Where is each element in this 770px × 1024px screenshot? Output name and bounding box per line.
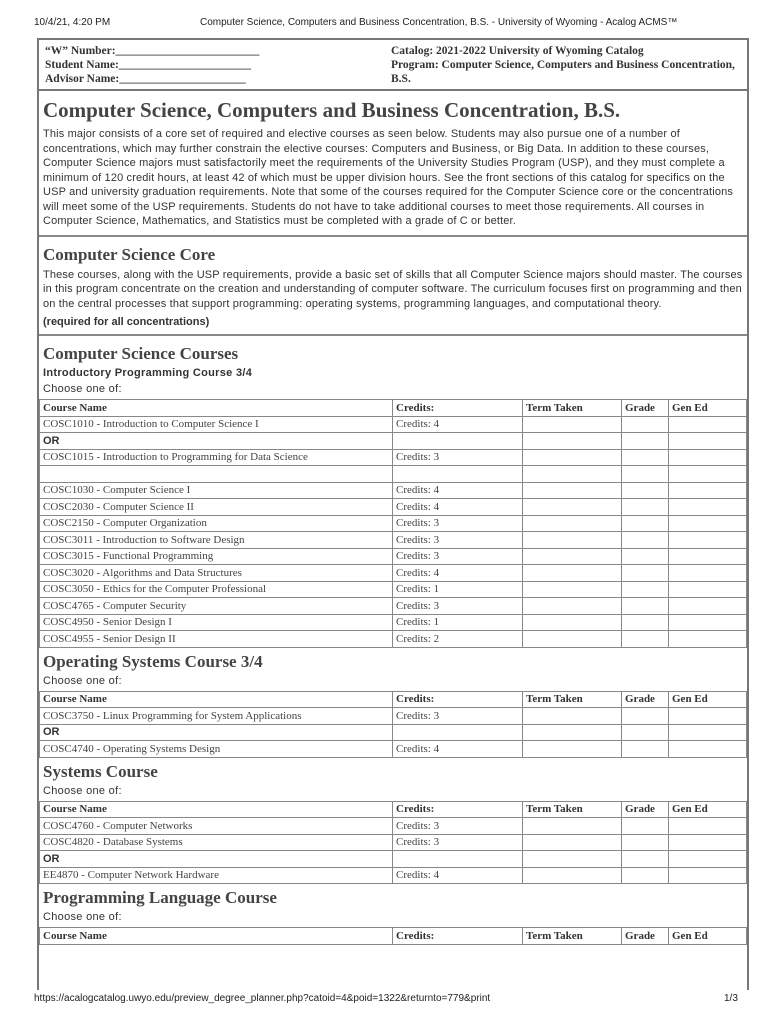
term-taken-cell[interactable] bbox=[523, 416, 622, 433]
course-name: OR bbox=[40, 433, 393, 450]
page-title: Computer Science, Computers and Business Concentration, B.S. bbox=[43, 98, 621, 122]
gen-ed-cell[interactable] bbox=[669, 482, 747, 499]
group-title: Introductory Programming Course 3/4 bbox=[43, 367, 253, 379]
grade-cell[interactable] bbox=[622, 834, 669, 851]
table-row bbox=[40, 515, 747, 532]
advisor-name-field[interactable]: Advisor Name:______________________ bbox=[45, 73, 246, 85]
column-header: Grade bbox=[622, 801, 669, 818]
grade-cell[interactable] bbox=[622, 708, 669, 725]
gen-ed-cell[interactable] bbox=[669, 466, 747, 483]
column-header: Credits: bbox=[393, 691, 523, 708]
table-row bbox=[40, 867, 747, 884]
grade-cell[interactable] bbox=[622, 482, 669, 499]
credits: Credits: 1 bbox=[393, 614, 523, 631]
term-taken-cell[interactable] bbox=[523, 598, 622, 615]
course-name: COSC3011 - Introduction to Software Design bbox=[40, 532, 393, 549]
grade-cell[interactable] bbox=[622, 499, 669, 516]
gen-ed-cell[interactable] bbox=[669, 565, 747, 582]
column-header: Credits: bbox=[393, 928, 523, 945]
gen-ed-cell[interactable] bbox=[669, 416, 747, 433]
table-row bbox=[40, 581, 747, 598]
gen-ed-cell[interactable] bbox=[669, 818, 747, 835]
table-row bbox=[40, 631, 747, 648]
term-taken-cell[interactable] bbox=[523, 851, 622, 868]
print-url: https://acalogcatalog.uwyo.edu/preview_degree_planner.php?catoid=4&poid=1322&returnto=779&print bbox=[34, 993, 491, 1004]
gen-ed-cell[interactable] bbox=[669, 449, 747, 466]
grade-cell[interactable] bbox=[622, 614, 669, 631]
grade-cell[interactable] bbox=[622, 724, 669, 741]
credits bbox=[393, 724, 523, 741]
column-header: Term Taken bbox=[523, 691, 622, 708]
choose-label: Choose one of: bbox=[43, 674, 122, 687]
term-taken-cell[interactable] bbox=[523, 499, 622, 516]
table-header bbox=[40, 400, 747, 417]
student-name-field[interactable]: Student Name:_______________________ bbox=[45, 59, 252, 71]
grade-cell[interactable] bbox=[622, 449, 669, 466]
credits bbox=[393, 851, 523, 868]
core-note: (required for all concentrations) bbox=[43, 316, 210, 328]
course-name: OR bbox=[40, 724, 393, 741]
table-row bbox=[40, 598, 747, 615]
credits: Credits: 4 bbox=[393, 482, 523, 499]
credits: Credits: 3 bbox=[393, 834, 523, 851]
grade-cell[interactable] bbox=[622, 867, 669, 884]
w-number-field[interactable]: “W” Number:_________________________ bbox=[45, 45, 260, 57]
credits: Credits: 3 bbox=[393, 515, 523, 532]
course-name: COSC1030 - Computer Science I bbox=[40, 482, 393, 499]
gen-ed-cell[interactable] bbox=[669, 614, 747, 631]
grade-cell[interactable] bbox=[622, 548, 669, 565]
gen-ed-cell[interactable] bbox=[669, 548, 747, 565]
credits: Credits: 2 bbox=[393, 631, 523, 648]
term-taken-cell[interactable] bbox=[523, 741, 622, 758]
term-taken-cell[interactable] bbox=[523, 834, 622, 851]
print-title: Computer Science, Computers and Business Concentration, B.S. - University of Wyoming - Acalog ACMS™ bbox=[200, 17, 678, 28]
term-taken-cell[interactable] bbox=[523, 631, 622, 648]
gen-ed-cell[interactable] bbox=[669, 631, 747, 648]
credits: Credits: 4 bbox=[393, 499, 523, 516]
group-title: Programming Language Course bbox=[43, 888, 277, 907]
course-name: COSC4950 - Senior Design I bbox=[40, 614, 393, 631]
course-name: EE4870 - Computer Network Hardware bbox=[40, 867, 393, 884]
course-groups bbox=[39, 344, 747, 945]
credits: Credits: 3 bbox=[393, 818, 523, 835]
grade-cell[interactable] bbox=[622, 532, 669, 549]
course-table bbox=[39, 399, 747, 648]
term-taken-cell[interactable] bbox=[523, 466, 622, 483]
gen-ed-cell[interactable] bbox=[669, 867, 747, 884]
course-name: COSC4740 - Operating Systems Design bbox=[40, 741, 393, 758]
grade-cell[interactable] bbox=[622, 631, 669, 648]
table-row bbox=[40, 433, 747, 450]
column-header: Term Taken bbox=[523, 801, 622, 818]
column-header: Term Taken bbox=[523, 928, 622, 945]
term-taken-cell[interactable] bbox=[523, 581, 622, 598]
grade-cell[interactable] bbox=[622, 416, 669, 433]
table-row bbox=[40, 449, 747, 466]
program-label: Program: Computer Science, Computers and Business Concentration, B.S. bbox=[391, 59, 735, 85]
term-taken-cell[interactable] bbox=[523, 482, 622, 499]
table-row bbox=[40, 565, 747, 582]
credits: Credits: 1 bbox=[393, 581, 523, 598]
term-taken-cell[interactable] bbox=[523, 867, 622, 884]
term-taken-cell[interactable] bbox=[523, 818, 622, 835]
table-header bbox=[40, 928, 747, 945]
page-number: 1/3 bbox=[724, 993, 738, 1004]
degree-planner bbox=[37, 38, 749, 990]
column-header: Grade bbox=[622, 400, 669, 417]
gen-ed-cell[interactable] bbox=[669, 532, 747, 549]
gen-ed-cell[interactable] bbox=[669, 598, 747, 615]
term-taken-cell[interactable] bbox=[523, 433, 622, 450]
course-name: COSC1015 - Introduction to Programming for Data Science bbox=[40, 449, 393, 466]
group-title: Systems Course bbox=[43, 761, 158, 781]
table-row bbox=[40, 818, 747, 835]
student-info bbox=[39, 40, 747, 91]
course-name: COSC3050 - Ethics for the Computer Professional bbox=[40, 581, 393, 598]
grade-cell[interactable] bbox=[622, 851, 669, 868]
course-name: COSC3020 - Algorithms and Data Structures bbox=[40, 565, 393, 582]
table-row bbox=[40, 466, 747, 483]
course-name: COSC4765 - Computer Security bbox=[40, 598, 393, 615]
term-taken-cell[interactable] bbox=[523, 532, 622, 549]
core-section bbox=[39, 237, 747, 337]
credits: Credits: 3 bbox=[393, 598, 523, 615]
catalog-label: Catalog: 2021-2022 University of Wyoming Catalog bbox=[391, 45, 644, 57]
table-row bbox=[40, 482, 747, 499]
column-header: Credits: bbox=[393, 400, 523, 417]
column-header: Gen Ed bbox=[669, 801, 747, 818]
credits: Credits: 3 bbox=[393, 449, 523, 466]
credits: Credits: 3 bbox=[393, 548, 523, 565]
gen-ed-cell[interactable] bbox=[669, 708, 747, 725]
gen-ed-cell[interactable] bbox=[669, 724, 747, 741]
table-row bbox=[40, 416, 747, 433]
table-row bbox=[40, 499, 747, 516]
grade-cell[interactable] bbox=[622, 466, 669, 483]
gen-ed-cell[interactable] bbox=[669, 515, 747, 532]
column-header: Gen Ed bbox=[669, 400, 747, 417]
intro-text: This major consists of a core set of required and elective courses as seen below. Students may also pursue one of a number of concentrations, which may further constrain the elective courses: Computers and Business, or Big Data. In addition to these courses, Computer Science majors must satisfactorily meet the requirements of the University Studies Program (USP), and they must complete a minimum of 120 credit hours, at least 42 of which must be upper division hours. See the front sections of this catalog for specifics on the USP and university graduation requirements. Note that some of the courses required for the Computer Science core or the concentrations will meet some of the USP requirements. Students do not have to take additional courses to meet those requirements. All courses in Computer Science, Mathematics, and Statistics must be completed with a grade of C or better. bbox=[43, 128, 734, 227]
grade-cell[interactable] bbox=[622, 818, 669, 835]
table-row bbox=[40, 851, 747, 868]
column-header: Term Taken bbox=[523, 400, 622, 417]
print-date: 10/4/21, 4:20 PM bbox=[34, 17, 111, 28]
term-taken-cell[interactable] bbox=[523, 565, 622, 582]
choose-label: Choose one of: bbox=[43, 784, 122, 797]
gen-ed-cell[interactable] bbox=[669, 851, 747, 868]
course-name: OR bbox=[40, 851, 393, 868]
choose-label: Choose one of: bbox=[43, 911, 122, 923]
intro-section bbox=[39, 91, 747, 237]
table-header bbox=[40, 801, 747, 818]
grade-cell[interactable] bbox=[622, 581, 669, 598]
column-header: Course Name bbox=[40, 801, 393, 818]
credits bbox=[393, 466, 523, 483]
term-taken-cell[interactable] bbox=[523, 724, 622, 741]
grade-cell[interactable] bbox=[622, 741, 669, 758]
course-table bbox=[39, 801, 747, 885]
course-name: COSC2030 - Computer Science II bbox=[40, 499, 393, 516]
table-row bbox=[40, 834, 747, 851]
grade-cell[interactable] bbox=[622, 598, 669, 615]
column-header: Credits: bbox=[393, 801, 523, 818]
table-row bbox=[40, 548, 747, 565]
course-name: COSC2150 - Computer Organization bbox=[40, 515, 393, 532]
table-row bbox=[40, 532, 747, 549]
gen-ed-cell[interactable] bbox=[669, 581, 747, 598]
column-header: Course Name bbox=[40, 928, 393, 945]
column-header: Gen Ed bbox=[669, 928, 747, 945]
column-header: Course Name bbox=[40, 691, 393, 708]
grade-cell[interactable] bbox=[622, 515, 669, 532]
credits: Credits: 3 bbox=[393, 708, 523, 725]
table-header bbox=[40, 691, 747, 708]
course-name: COSC1010 - Introduction to Computer Science I bbox=[40, 416, 393, 433]
grade-cell[interactable] bbox=[622, 565, 669, 582]
course-table bbox=[39, 691, 747, 758]
choose-label: Choose one of: bbox=[43, 383, 122, 395]
course-name bbox=[40, 466, 393, 483]
credits: Credits: 4 bbox=[393, 741, 523, 758]
gen-ed-cell[interactable] bbox=[669, 741, 747, 758]
course-name: COSC4820 - Database Systems bbox=[40, 834, 393, 851]
credits: Credits: 4 bbox=[393, 416, 523, 433]
column-header: Grade bbox=[622, 928, 669, 945]
column-header: Grade bbox=[622, 691, 669, 708]
term-taken-cell[interactable] bbox=[523, 708, 622, 725]
term-taken-cell[interactable] bbox=[523, 548, 622, 565]
column-header: Gen Ed bbox=[669, 691, 747, 708]
table-row bbox=[40, 614, 747, 631]
credits: Credits: 4 bbox=[393, 867, 523, 884]
group-title: Operating Systems Course 3/4 bbox=[43, 651, 263, 671]
gen-ed-cell[interactable] bbox=[669, 499, 747, 516]
credits: Credits: 3 bbox=[393, 532, 523, 549]
course-name: COSC3015 - Functional Programming bbox=[40, 548, 393, 565]
credits: Credits: 4 bbox=[393, 565, 523, 582]
course-name: COSC3750 - Linux Programming for System Applications bbox=[40, 708, 393, 725]
table-row bbox=[40, 741, 747, 758]
credits bbox=[393, 433, 523, 450]
course-table bbox=[39, 927, 747, 945]
course-name: COSC4955 - Senior Design II bbox=[40, 631, 393, 648]
core-text: These courses, along with the USP requirements, provide a basic set of skills that all Computer Science majors should master. The courses in this program concentrate on the creation and understanding of computer software. The curriculum focuses first on programming and then on the central processes that support programming: operating systems, programming languages, and computational theory. bbox=[43, 268, 743, 310]
cs-courses-title: Computer Science Courses bbox=[43, 344, 239, 363]
core-title: Computer Science Core bbox=[43, 244, 216, 264]
column-header: Course Name bbox=[40, 400, 393, 417]
gen-ed-cell[interactable] bbox=[669, 834, 747, 851]
term-taken-cell[interactable] bbox=[523, 515, 622, 532]
term-taken-cell[interactable] bbox=[523, 449, 622, 466]
grade-cell[interactable] bbox=[622, 433, 669, 450]
table-row bbox=[40, 724, 747, 741]
gen-ed-cell[interactable] bbox=[669, 433, 747, 450]
term-taken-cell[interactable] bbox=[523, 614, 622, 631]
table-row bbox=[40, 708, 747, 725]
course-name: COSC4760 - Computer Networks bbox=[40, 818, 393, 835]
